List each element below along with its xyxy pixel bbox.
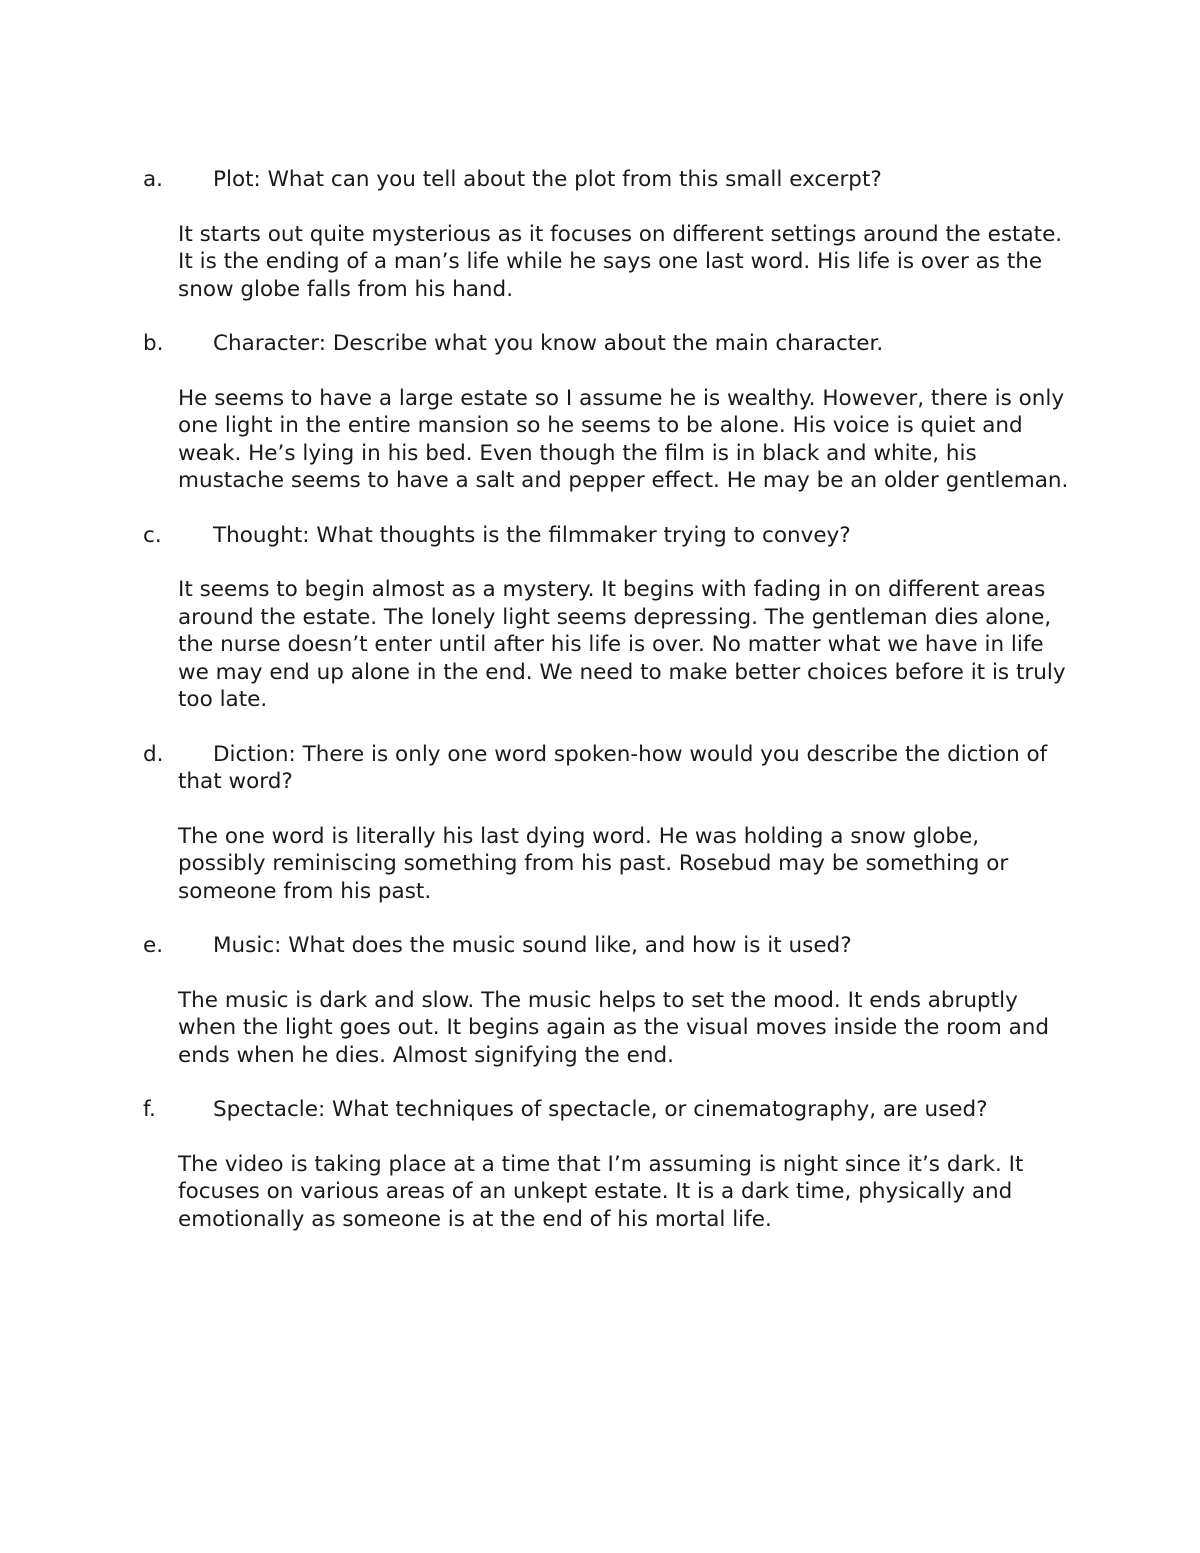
list-marker: f. bbox=[143, 1097, 156, 1122]
answer-spectacle: The video is taking place at a time that I’m assuming is night since it’s dark. It focuses on various areas of an unkept estate. It is a dark time, physically and emotionally as someone is at the end of his mortal life. bbox=[178, 1151, 1024, 1232]
answer-diction: The one word is literally his last dying word. He was holding a snow globe, possibly reminiscing something from his past. Rosebud may be something or someone from his past. bbox=[178, 823, 1009, 904]
answer-music: The music is dark and slow. The music helps to set the mood. It ends abruptly when the light goes out. It begins again as the visual moves inside the room and ends when he dies. Almost signifying the end. bbox=[178, 987, 1050, 1068]
list-item-plot bbox=[143, 166, 1073, 303]
answer-thought: It seems to begin almost as a mystery. It begins with fading in on different areas around the estate. The lonely light seems depressing. The gentleman dies alone, the nurse doesn’t enter until after his life is over. No matter what we have in life we may end up alone in the end. We need to make better choices before it is truly too late. bbox=[178, 577, 1066, 712]
question-text: Thought: What thoughts is the filmmaker trying to convey? bbox=[213, 522, 851, 548]
list-item-spectacle bbox=[143, 1096, 1073, 1233]
list-marker: d. bbox=[143, 741, 164, 767]
question-diction bbox=[143, 741, 1073, 796]
list-item-character bbox=[143, 330, 1073, 495]
answer-character: He seems to have a large estate so I assume he is wealthy. However, there is only one light in the entire mansion so he seems to be alone. His voice is quiet and weak. He’s lying in his bed. Even though the film is in black and white, his mustache seems to have a salt and pepper effect. He may be an older gentleman. bbox=[178, 385, 1069, 493]
list-marker: c. bbox=[143, 522, 162, 548]
list-marker: e. bbox=[143, 933, 164, 958]
question-plot bbox=[143, 166, 1073, 194]
question-text: Spectacle: What techniques of spectacle, or cinematography, are used? bbox=[213, 1097, 988, 1122]
question-character bbox=[143, 330, 1073, 358]
question-text: Character: Describe what you know about the main character. bbox=[213, 331, 884, 356]
list-item-thought bbox=[143, 522, 1073, 714]
list-item-music bbox=[143, 932, 1073, 1069]
answer-plot: It starts out quite mysterious as it focuses on different settings around the estate. It is the ending of a man’s life while he says one last word. His life is over as the snow globe falls from his hand. bbox=[178, 221, 1063, 302]
question-thought bbox=[143, 522, 1073, 550]
list-marker: b. bbox=[143, 331, 164, 356]
question-text: Plot: What can you tell about the plot from this small excerpt? bbox=[213, 167, 882, 192]
list-item-diction bbox=[143, 741, 1073, 906]
question-text: Music: What does the music sound like, and how is it used? bbox=[213, 933, 852, 958]
question-text: Diction: There is only one word spoken-how would you describe the diction of that word? bbox=[178, 741, 1048, 794]
question-music bbox=[143, 932, 1073, 960]
list-marker: a. bbox=[143, 167, 164, 192]
question-spectacle bbox=[143, 1096, 1073, 1124]
document-body bbox=[143, 166, 1073, 1260]
